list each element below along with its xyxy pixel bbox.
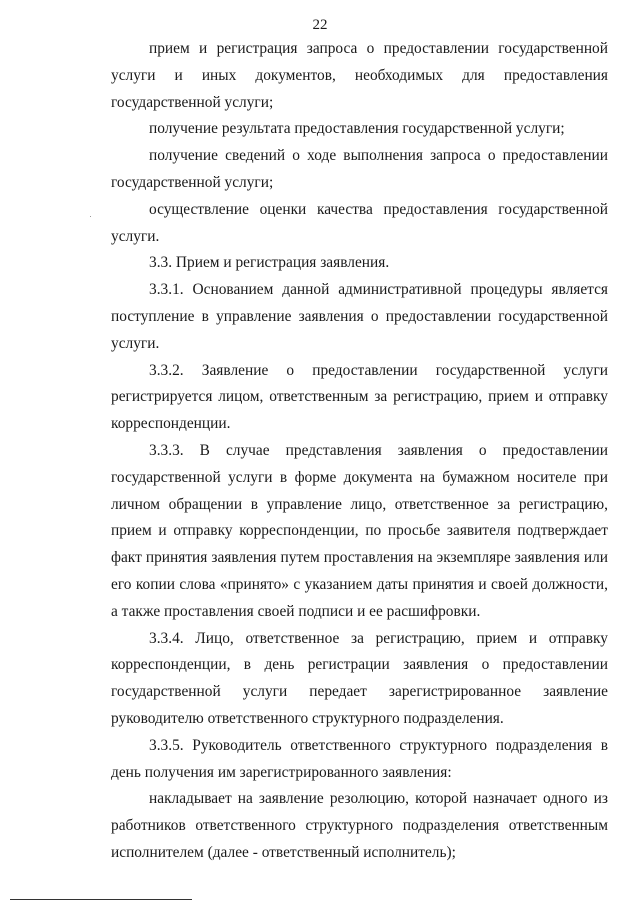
section-heading: 3.3. Прием и регистрация заявления.: [149, 254, 390, 272]
page-number: 22: [312, 17, 328, 33]
paragraph: накладывает на заявление резолюцию, которой назначает одного из работников ответственного структурного подразделения ответственным исполнителем (далее - ответственный исполнитель);: [111, 790, 608, 861]
paragraph: осуществление оценки качества предоставления государственной услуги.: [111, 200, 608, 245]
margin-mark: [90, 216, 91, 217]
paragraph: 3.3.3. В случае представления заявления о предоставлении государственной услуги в форме документа на бумажном носителе при личном обращении в управление лицо, ответственное за регистрацию, прием и отправку корреспонденции, по просьбе заявителя подтверждает факт принятия заявления путем проставления на экземпляре заявления или его копии слова «принято» с указанием даты принятия и своей должности, а также проставления своей подписи и ее расшифровки.: [111, 441, 608, 620]
paragraph: 3.3.1. Основанием данной административной процедуры является поступление в управление заявления о предоставлении государственной услуги.: [111, 281, 608, 352]
paragraph: 3.3.2. Заявление о предоставлении государственной услуги регистрируется лицом, ответственным за регистрацию, прием и отправку корреспонденции.: [111, 361, 608, 433]
footer-rule: [10, 899, 192, 900]
paragraph: получение сведений о ходе выполнения запроса о предоставлении государственной услуги;: [111, 147, 608, 191]
paragraph: получение результата предоставления государственной услуги;: [149, 120, 565, 138]
paragraph: прием и регистрация запроса о предоставлении государственной услуги и иных документов, необходимых для предоставления государственной услуги;: [111, 40, 608, 111]
paragraph: 3.3.4. Лицо, ответственное за регистрацию, прием и отправку корреспонденции, в день регистрации заявления о предоставлении государственной услуги передает зарегистрированное заявление руководителю ответственного структурного подразделения.: [111, 629, 608, 727]
paragraph: 3.3.5. Руководитель ответственного структурного подразделения в день получения им зарегистрированного заявления:: [111, 736, 608, 781]
document-body: [111, 36, 608, 867]
